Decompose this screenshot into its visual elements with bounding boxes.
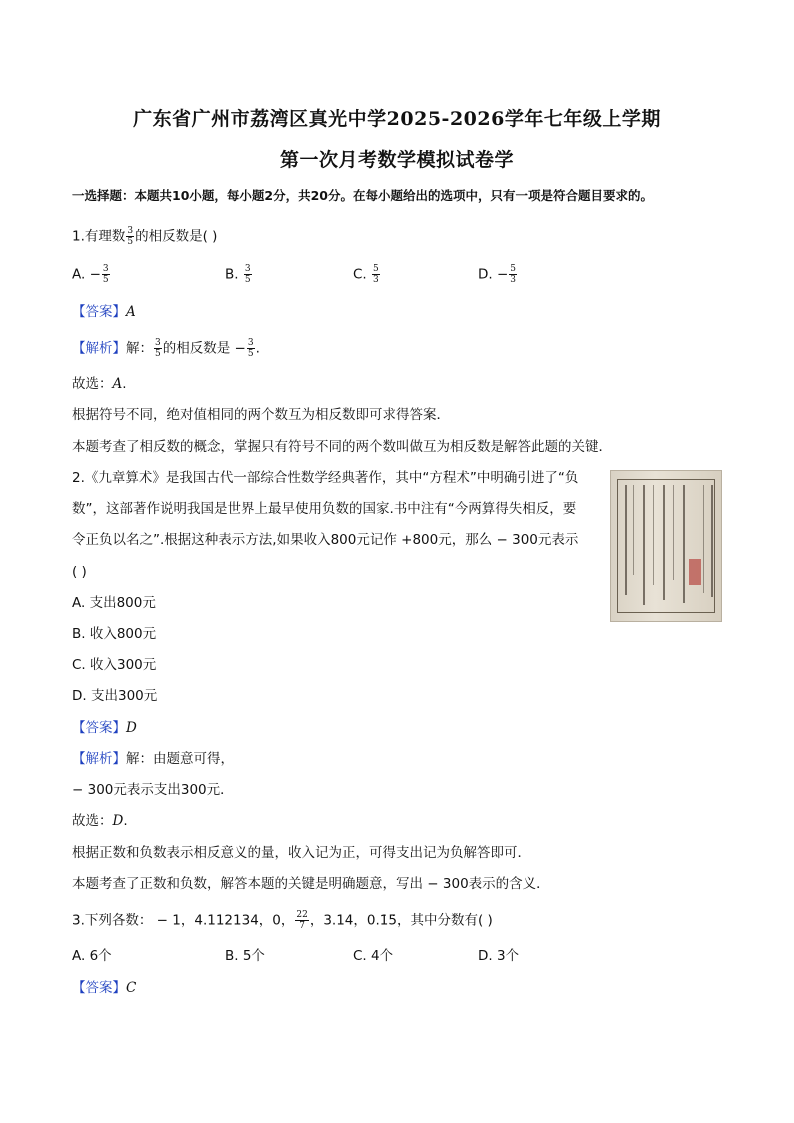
- question-3: 3.下列各数： − 1，4.112134，0， $\frac{22}{7}$ ，3.14，0.1̇5̇，其中分数有( ): [72, 910, 493, 931]
- q2-note-2: 本题考查了正数和负数，解答本题的关键是明确题意，写出 − 300表示的含义．: [72, 876, 550, 892]
- q1-note-2: 本题考查了相反数的概念，掌握只有符号不同的两个数叫做互为相反数是解答此题的关键．: [72, 439, 612, 455]
- q1-note-1: 根据符号不同，绝对值相同的两个数互为相反数即可求得答案．: [72, 407, 450, 423]
- q2-answer: 【答案】D: [72, 720, 137, 736]
- q2-option-a: A. 支出800元: [72, 595, 156, 611]
- q2-option-c: C. 收入300元: [72, 657, 157, 673]
- q1-answer: 【答案】A: [72, 304, 136, 320]
- q3-option-d: D. 3个: [478, 948, 520, 964]
- question-1: [72, 226, 217, 247]
- q2-analysis-line-2: − 300元表示支出300元．: [72, 782, 234, 798]
- exam-title-line1: 广东省广州市荔湾区真光中学2025-2026学年七年级上学期: [133, 108, 661, 130]
- q1-option-a: A. − $\frac{3}{5}$: [72, 264, 109, 285]
- q3-option-a: A. 6个: [72, 948, 112, 964]
- section-header: 一选择题：本题共10小题，每小题2分，共20分。在每小题给出的选项中，只有一项是符合题目要求的。: [72, 188, 653, 203]
- q1-fraction: $\frac{3}{5}$: [127, 226, 134, 247]
- q2-option-b: B. 收入800元: [72, 626, 157, 642]
- q3-answer: 【答案】C: [72, 980, 137, 996]
- q1-choose: 故选：A.: [72, 376, 127, 392]
- ancient-book-image: [610, 470, 722, 622]
- q2-note-1: 根据正数和负数表示相反意义的量，收入记为正，可得支出记为负解答即可．: [72, 845, 531, 861]
- q2-analysis: 【解析】解：由题意可得，: [72, 751, 234, 767]
- q1-option-d: D. − $\frac{5}{3}$: [478, 264, 517, 285]
- q2-line-3: 令正负以名之”.根据这种表示方法,如果收入800元记作 +800元，那么 − 300元表示: [72, 532, 579, 548]
- q2-line-2: 数”，这部著作说明我国是世界上最早使用负数的国家.书中注有“今两算得失相反，要: [72, 501, 577, 517]
- q3-option-b: B. 5个: [225, 948, 265, 964]
- q1-option-b: B. $\frac{3}{5}$: [225, 264, 251, 285]
- q1-analysis: 【解析】解： $\frac{3}{5}$ 的相反数是 − $\frac{3}{5}$ .: [72, 338, 260, 359]
- q2-line-4: ( ): [72, 564, 87, 580]
- q1-option-c: C. $\frac{5}{3}$: [353, 264, 379, 285]
- q3-option-c: C. 4个: [353, 948, 394, 964]
- q2-line-1: 2.《九章算术》是我国古代一部综合性数学经典著作，其中“方程术”中明确引进了“负: [72, 470, 579, 486]
- q3-fraction: $\frac{22}{7}$: [296, 910, 308, 931]
- q2-option-d: D. 支出300元: [72, 688, 158, 704]
- q1-prefix: 1.有理数: [72, 228, 126, 245]
- q2-choose: 故选：D.: [72, 813, 128, 829]
- exam-title-line2: 第一次月考数学模拟试卷学: [279, 149, 514, 171]
- q1-suffix: 的相反数是( ): [135, 228, 218, 245]
